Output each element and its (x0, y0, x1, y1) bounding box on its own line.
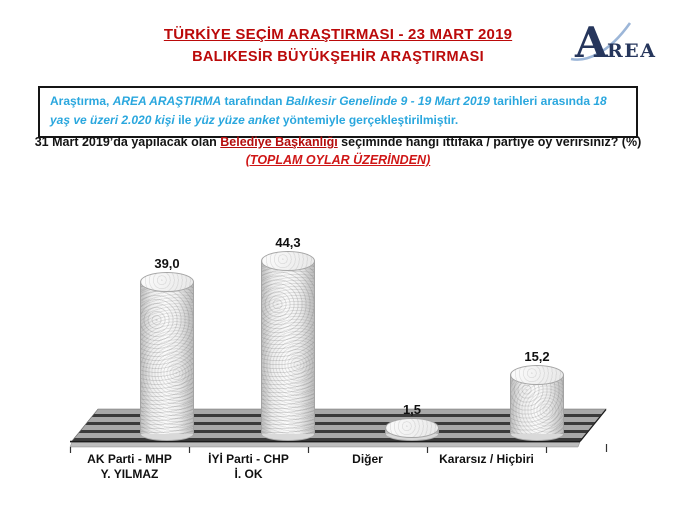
report-title: TÜRKİYE SEÇİM ARAŞTIRMASI - 23 MART 2019 (163, 26, 513, 43)
category-label-line1: İYİ Parti - CHP (208, 452, 289, 466)
category-label (189, 452, 308, 482)
info-emphasis-text: Balıkesir Genelinde (285, 94, 398, 108)
bar-value-label: 15,2 (524, 349, 550, 364)
bar-value-label: 1,5 (402, 402, 422, 417)
bar-top-ellipse (140, 272, 194, 292)
info-text: Araştırma, (50, 94, 113, 108)
info-emphasis-text: yüz yüze anket (194, 113, 280, 127)
logo-letter-a: A (575, 18, 608, 64)
info-text: ile (174, 113, 195, 127)
bar-value-label: 39,0 (154, 256, 180, 271)
category-label-line2: Y. YILMAZ (100, 467, 159, 481)
category-label-line1: Diğer (352, 452, 383, 466)
bar-top-ellipse (385, 418, 439, 438)
info-text: tarafından (221, 94, 286, 108)
info-emphasis-text: AREA ARAŞTIRMA (112, 94, 222, 108)
category-label-line1: Kararsız / Hiçbiri (439, 452, 534, 466)
logo-letters-rea: REA (607, 40, 657, 62)
report-subtitle: BALIKESİR BÜYÜKŞEHİR ARAŞTIRMASI (192, 49, 484, 65)
info-text: yöntemiyle gerçekleştirilmiştir. (279, 113, 459, 127)
category-label-line1: AK Parti - MHP (87, 452, 172, 466)
bar-value-label: 44,3 (275, 235, 301, 250)
question-prefix: 31 Mart 2019’da yapılacak olan (34, 135, 221, 149)
question-highlight: Belediye Başkanlığı (220, 135, 338, 149)
question-note: (TOPLAM OYLAR ÜZERİNDEN) (245, 153, 431, 167)
floor-front-bevel (70, 442, 580, 447)
category-label-line2: İ. OK (234, 467, 263, 481)
category-label (308, 452, 427, 467)
bar-top-ellipse (261, 251, 315, 271)
info-text: tarihleri arasında (489, 94, 594, 108)
bar-top-ellipse (510, 365, 564, 385)
bar-cylinder (261, 261, 315, 434)
question-suffix: seçiminde hangi ittifaka / partiye oy verirsiniz? (%) (337, 135, 642, 149)
bar-cylinder (140, 282, 194, 434)
category-label (427, 452, 546, 467)
info-emphasis-text: 9 - 19 Mart 2019 (400, 94, 490, 108)
category-label (70, 452, 189, 482)
info-emphasis-text: 18 yaş ve üzeri 2.020 kişi (50, 94, 607, 127)
